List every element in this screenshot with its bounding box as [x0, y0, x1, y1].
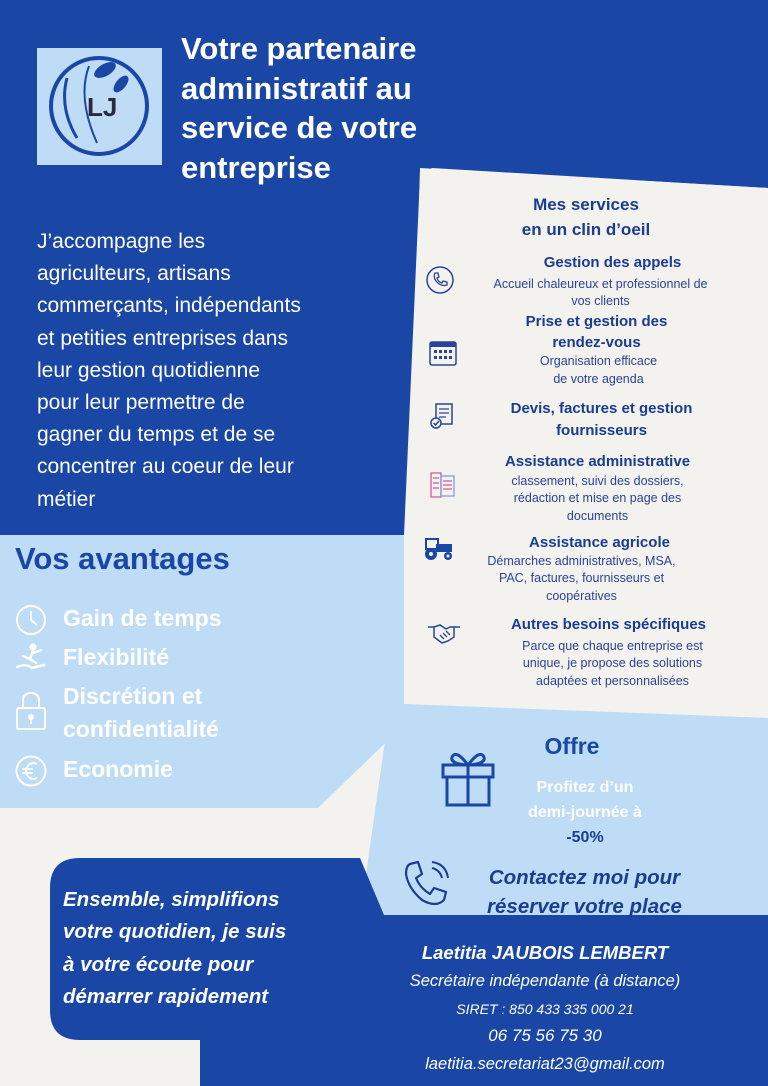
title-line: entreprise: [181, 149, 331, 185]
advantage-label: Economie: [63, 756, 173, 782]
service-desc: Démarches administratives, MSA,: [487, 554, 676, 568]
intro-line: commerçants, indépendants: [37, 294, 301, 318]
offer-line: Profitez d’un: [536, 779, 634, 796]
phone-call-icon[interactable]: [400, 858, 456, 914]
contact-name: Laetitia JAUBOIS LEMBERT: [421, 942, 669, 963]
intro-paragraph: [37, 226, 301, 516]
handshake-icon: [426, 617, 462, 647]
title-line: Votre partenaire: [181, 31, 417, 66]
intro-line: pour leur permettre de: [37, 391, 245, 415]
service-desc: classement, suivi des dossiers,: [511, 474, 684, 488]
contact-siret: SIRET : 850 433 335 000 21: [456, 1001, 634, 1017]
cta-line: Contactez moi pour: [488, 866, 681, 889]
service-title: Assistance administrative: [504, 453, 691, 470]
invoice-icon: [428, 401, 458, 431]
documents-icon: [428, 470, 458, 500]
logo: [37, 48, 162, 165]
flexibility-icon: [14, 641, 48, 675]
service-desc: rédaction et mise en page des: [513, 491, 682, 505]
service-desc: documents: [566, 509, 629, 523]
service-desc: PAC, factures, fournisseurs et: [498, 571, 665, 585]
contact-block: [360, 940, 730, 1077]
service-desc: Parce que chaque entreprise est: [522, 639, 703, 653]
intro-line: J’accompagne les: [37, 230, 206, 253]
title-line: service de votre: [181, 110, 418, 145]
service-title: Devis, factures et gestion: [510, 400, 693, 417]
contact-email[interactable]: laetitia.secretariat23@gmail.com: [425, 1055, 665, 1073]
service-title: Prise et gestion des: [525, 313, 668, 330]
contact-role: Secrétaire indépendante (à distance): [409, 972, 681, 990]
offer-text: [500, 775, 670, 850]
logo-text: LJ: [87, 92, 118, 122]
intro-line: et petities entreprises dans: [37, 326, 288, 350]
closing-line: votre quotidien, je suis: [63, 920, 287, 944]
euro-icon: [14, 754, 48, 788]
intro-line: gagner du temps et de se: [37, 423, 276, 447]
service-title: Gestion des appels: [543, 254, 682, 271]
closing-line: à votre écoute pour: [63, 952, 254, 976]
advantage-label: Discrétion et: [63, 683, 203, 709]
service-desc: Organisation efficace: [539, 354, 658, 368]
gift-icon: [438, 747, 498, 807]
service-desc: coopératives: [546, 589, 617, 603]
advantages-title: Vos avantages: [15, 541, 230, 576]
clock-icon: [14, 603, 48, 637]
page-title: [181, 29, 417, 187]
service-title: fournisseurs: [556, 422, 647, 439]
intro-line: agriculteurs, artisans: [37, 262, 231, 286]
closing-line: démarrer rapidement: [63, 985, 269, 1009]
closing-line: Ensemble, simplifions: [63, 888, 280, 911]
service-title: Assistance agricole: [529, 534, 670, 551]
intro-line: métier: [37, 487, 96, 511]
service-desc: Accueil chaleureux et professionnel de: [493, 277, 708, 291]
contact-cta[interactable]: [472, 864, 697, 921]
service-title: rendez-vous: [552, 334, 641, 351]
advantage-label: Flexibilité: [63, 644, 170, 670]
intro-line: leur gestion quotidienne: [37, 358, 261, 382]
offer-line: demi-journée à: [528, 804, 642, 821]
services-title: Mes services en un clin d’oeil: [521, 195, 651, 239]
phone-icon: [425, 265, 455, 295]
offer-discount: -50%: [566, 829, 604, 846]
service-desc: vos clients: [571, 294, 630, 308]
closing-message: [63, 884, 286, 1014]
intro-line: concentrer au coeur de leur: [37, 455, 294, 479]
contact-phone[interactable]: 06 75 56 75 30: [488, 1026, 602, 1045]
lock-icon: [14, 690, 48, 732]
service-desc: adaptées et personnalisées: [536, 674, 689, 688]
service-desc: de votre agenda: [553, 372, 644, 386]
service-desc: unique, je propose des solutions: [522, 656, 703, 670]
service-title: Autres besoins spécifiques: [510, 616, 707, 633]
calendar-icon: [428, 337, 458, 367]
advantage-label-2: confidentialité: [63, 716, 219, 742]
offer-title: Offre: [544, 733, 600, 759]
title-line: administratif au: [181, 70, 412, 106]
advantage-label: Gain de temps: [63, 605, 222, 631]
cta-line: réserver votre place: [487, 894, 682, 918]
